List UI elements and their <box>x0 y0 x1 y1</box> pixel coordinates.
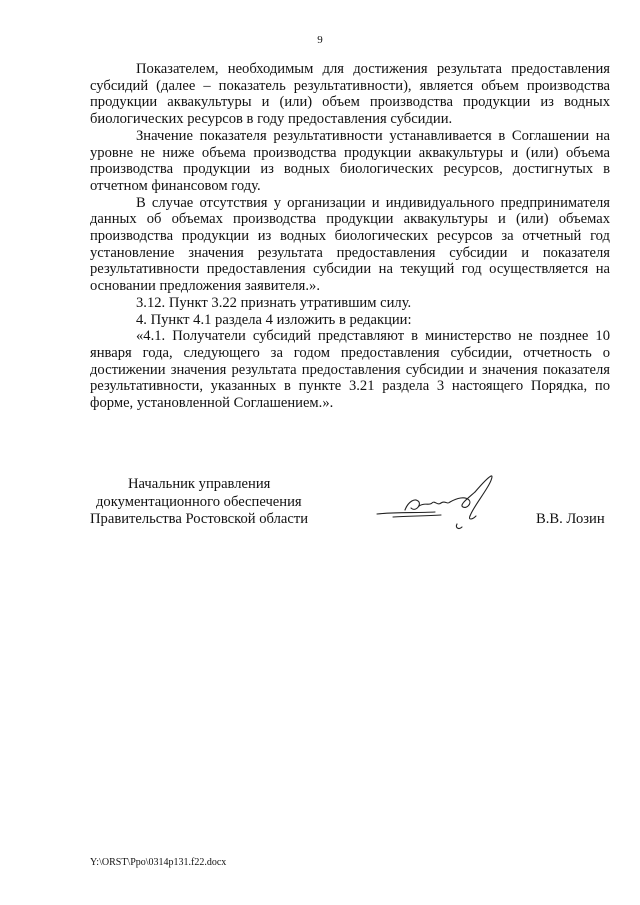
signatory-position <box>90 476 308 529</box>
paragraph-missing-data: В случае отсутствия у организации и индивидуального предпринимателя данных об объемах производства продукции аквакультуры и (или) объемах производства продукции из водных биологических ресурсов за отчетный год установление значения результата предоставления субсидии и показателя результативности предоставления субсидии на текущий год осуществляется на основании предложения заявителя.». <box>90 194 610 295</box>
paragraph-item-3-12: 3.12. Пункт 3.22 признать утратившим силу. <box>136 294 412 311</box>
handwritten-signature <box>375 472 525 542</box>
page-number: 9 <box>317 34 323 46</box>
document-body <box>90 61 610 412</box>
signatory-name: В.В. Лозин <box>536 511 605 527</box>
paragraph-item-4: 4. Пункт 4.1 раздела 4 изложить в редакции: <box>136 311 412 328</box>
paragraph-indicator-definition: Показателем, необходимым для достижения результата предоставления субсидий (далее – показатель результативности), является объем производства продукции аквакультуры и (или) объем производства продукции из водных биологических ресурсов в году предоставления субсидии. <box>90 61 610 128</box>
signatory-position-line2: документационного обеспечения <box>96 493 302 510</box>
signatory-position-line1: Начальник управления <box>128 476 271 492</box>
footer-file-path: Y:\ORST\Ppo\0314p131.f22.docx <box>90 857 227 868</box>
paragraph-indicator-value: Значение показателя результативности устанавливается в Соглашении на уровне не ниже объема производства продукции аквакультуры и (или) объема производства продукции из водных биологических ресурсов, достигнутых в отчетном финансовом году. <box>90 127 610 194</box>
paragraph-item-4-1: «4.1. Получатели субсидий представляют в министерство не позднее 10 января года, следующего за годом предоставления субсидии, отчетность о достижении значения результата предоставления субсидии и значения показателя результативности, указанных в пункте 3.21 раздела 3 настоящего Порядка, по форме, установленной Соглашением.». <box>90 328 610 412</box>
signatory-position-line3: Правительства Ростовской области <box>90 511 309 527</box>
